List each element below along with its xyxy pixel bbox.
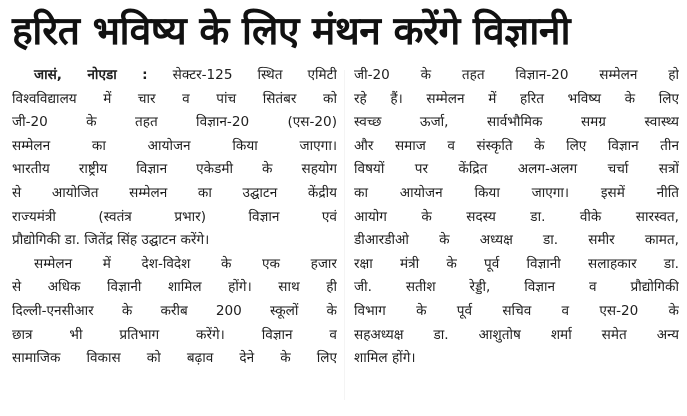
paragraph-line: शामिल होंगे। [354,350,416,367]
paragraph-line: प्रौद्योगिकी डा. जितेंद्र सिंह उद्घाटन करेंगे। [12,232,210,249]
paragraph-line: और समाज व संस्कृति के लिए विज्ञान तीन [354,137,679,154]
paragraph-line: सेक्टर-125 स्थित एमिटी [172,67,337,83]
paragraph-line: सम्मेलन का आयोजन किया जाएगा। [12,137,337,154]
paragraph-line: भारतीय राष्ट्रीय विज्ञान एकेडमी के सहयोग [12,161,337,178]
paragraph-line: विभाग के पूर्व सचिव व एस-20 के [354,302,679,319]
paragraph-line: रहे हैं। सम्मेलन में हरित भविष्य के लिए [354,90,679,107]
paragraph-line: जी-20 के तहत विज्ञान-20 सम्मेलन हो [354,67,679,83]
paragraph-line: छात्र भी प्रतिभाग करेंगे। विज्ञान व [12,326,337,343]
paragraph-line: जी-20 के तहत विज्ञान-20 (एस-20) [12,114,337,131]
paragraph-line: जी. सतीश रेड्डी, विज्ञान व प्रौद्योगिकी [354,279,679,296]
article-body [12,64,679,412]
column-right [354,64,679,412]
first-line [12,64,337,88]
dateline: जासं, नोएडा : [34,67,148,83]
paragraph-line: स्वच्छ ऊर्जा, सार्वभौमिक समग्र स्वास्थ्य [354,114,679,131]
paragraph-line: राज्यमंत्री (स्वतंत्र प्रभार) विज्ञान एवं [12,208,337,225]
paragraph-line: सहअध्यक्ष डा. आशुतोष शर्मा समेत अन्य [354,326,679,343]
paragraph-line: सामाजिक विकास को बढ़ाव देने के लिए [12,350,337,367]
paragraph-line: का आयोजन किया जाएगा। इसमें नीति [354,184,679,201]
column-left [12,64,337,412]
paragraph-line: सम्मेलन में देश-विदेश के एक हजार [34,255,337,272]
paragraph-line: विश्वविद्यालय में चार व पांच सितंबर को [12,90,337,107]
paragraph-line: आयोग के सदस्य डा. वीके सारस्वत, [354,208,679,225]
paragraph-line: रक्षा मंत्री के पूर्व विज्ञानी सलाहकार डा. [354,255,679,272]
paragraph-line: से अधिक विज्ञानी शामिल होंगे। साथ ही [12,279,337,296]
paragraph-line: डीआरडीओ के अध्यक्ष डा. समीर कामत, [354,232,679,249]
paragraph-line: विषयों पर केंद्रित अलग-अलग चर्चा सत्रों [354,161,679,178]
paragraph-line: दिल्ली-एनसीआर के करीब 200 स्कूलों के [12,302,337,319]
paragraph-line: से आयोजित सम्मेलन का उद्घाटन केंद्रीय [12,184,337,201]
headline: हरित भविष्य के लिए मंथन करेंगे विज्ञानी [12,9,571,54]
